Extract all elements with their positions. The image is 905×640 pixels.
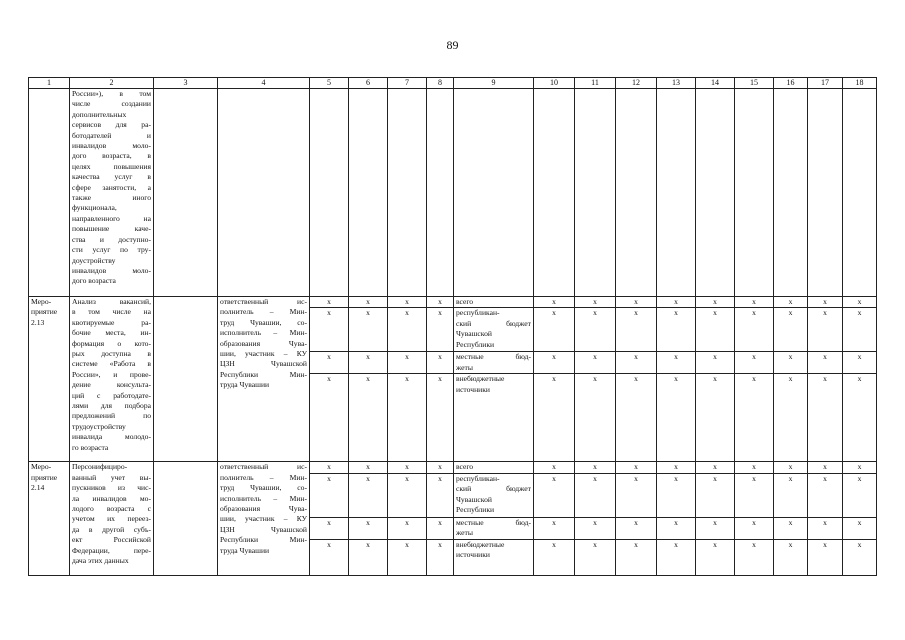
x-cell: x — [616, 473, 657, 517]
x-cell: x — [388, 539, 427, 575]
x-cell: x — [349, 297, 388, 308]
x-cell: x — [310, 462, 349, 473]
column-header: 8 — [427, 78, 454, 89]
x-cell: x — [735, 462, 774, 473]
x-cell: x — [735, 517, 774, 539]
x-cell: x — [575, 462, 616, 473]
text-line: учетом их переез- — [72, 514, 151, 524]
text-line: функционала, — [72, 203, 117, 213]
text-line: шии, участник – КУ — [220, 349, 307, 359]
text-line: труд Чувашии, со- — [220, 317, 307, 327]
text-line: также иного — [72, 193, 151, 203]
text-line: дение консульта- — [72, 380, 151, 390]
x-cell: x — [534, 352, 575, 374]
responsible-executor — [218, 462, 310, 575]
x-cell: x — [534, 539, 575, 575]
table-cell — [696, 89, 735, 297]
x-cell: x — [735, 539, 774, 575]
table-row — [29, 297, 877, 308]
x-cell: x — [774, 297, 808, 308]
x-cell: x — [616, 517, 657, 539]
text-line: внебюджетные — [456, 374, 505, 384]
x-cell: x — [575, 352, 616, 374]
text-line: инвалида молодо- — [72, 432, 151, 442]
text-line: Республики — [456, 505, 495, 515]
x-cell: x — [310, 308, 349, 352]
column-header: 6 — [349, 78, 388, 89]
x-cell: x — [735, 308, 774, 352]
x-cell: x — [310, 517, 349, 539]
x-cell: x — [310, 539, 349, 575]
x-cell: x — [349, 352, 388, 374]
funding-source — [454, 308, 534, 352]
text-line: качества услуг в — [72, 172, 151, 182]
x-cell: x — [575, 517, 616, 539]
text-line: да в другой субъ- — [72, 524, 151, 534]
x-cell: x — [349, 374, 388, 462]
x-cell: x — [808, 517, 843, 539]
x-cell: x — [696, 473, 735, 517]
x-cell: x — [657, 297, 696, 308]
x-cell: x — [843, 473, 877, 517]
x-cell: x — [774, 473, 808, 517]
text-line: квотируемые ра- — [72, 317, 151, 327]
text-line: ский бюджет — [456, 318, 531, 328]
x-cell: x — [427, 297, 454, 308]
text-line: дополнительных — [72, 109, 127, 119]
text-line: направленного на — [72, 213, 151, 223]
x-cell: x — [735, 297, 774, 308]
table-cell — [735, 89, 774, 297]
funding-source — [454, 539, 534, 575]
text-line: Персонифициро- — [72, 462, 128, 472]
x-cell: x — [427, 374, 454, 462]
column-header: 14 — [696, 78, 735, 89]
x-cell: x — [310, 297, 349, 308]
x-cell: x — [575, 539, 616, 575]
column-header: 18 — [843, 78, 877, 89]
text-line: Федерации, пере- — [72, 545, 151, 555]
funding-source — [454, 374, 534, 462]
x-cell: x — [310, 473, 349, 517]
x-cell: x — [696, 517, 735, 539]
x-cell: x — [843, 517, 877, 539]
x-cell: x — [696, 539, 735, 575]
text-line: системе «Работа в — [72, 359, 151, 369]
x-cell: x — [843, 308, 877, 352]
x-cell: x — [774, 517, 808, 539]
x-cell: x — [808, 374, 843, 462]
text-line: Меро- — [31, 462, 52, 472]
x-cell: x — [808, 297, 843, 308]
x-cell: x — [575, 473, 616, 517]
x-cell: x — [310, 352, 349, 374]
responsible-executor — [218, 297, 310, 462]
x-cell: x — [349, 473, 388, 517]
text-line: всего — [456, 462, 474, 472]
x-cell: x — [427, 352, 454, 374]
column-header: 1 — [29, 78, 70, 89]
text-line: целях повышения — [72, 161, 151, 171]
event-description — [70, 462, 154, 575]
text-line: приятие — [31, 472, 58, 482]
text-line: го возраста — [72, 442, 109, 452]
x-cell: x — [575, 308, 616, 352]
x-cell: x — [427, 539, 454, 575]
text-line: предложений по — [72, 411, 151, 421]
text-line: 2.14 — [31, 483, 45, 493]
table-cell — [774, 89, 808, 297]
x-cell: x — [735, 473, 774, 517]
text-line: труда Чувашии — [220, 545, 270, 555]
x-cell: x — [427, 517, 454, 539]
x-cell: x — [843, 462, 877, 473]
text-line: числе создании — [72, 99, 151, 109]
program-table — [28, 77, 877, 576]
event-description — [70, 297, 154, 462]
x-cell: x — [808, 462, 843, 473]
text-line: России», и прове- — [72, 369, 151, 379]
x-cell: x — [534, 297, 575, 308]
table-cell — [70, 89, 154, 297]
text-line: дого возраста, в — [72, 151, 151, 161]
text-line: ЦЗН Чувашской — [220, 524, 307, 534]
x-cell: x — [808, 539, 843, 575]
text-line: сфере занятости, а — [72, 182, 151, 192]
x-cell: x — [774, 374, 808, 462]
x-cell: x — [735, 352, 774, 374]
x-cell: x — [657, 473, 696, 517]
x-cell: x — [388, 462, 427, 473]
x-cell: x — [427, 308, 454, 352]
text-line: ла инвалидов мо- — [72, 493, 151, 503]
text-line: ЦЗН Чувашской — [220, 359, 307, 369]
column-header: 15 — [735, 78, 774, 89]
x-cell: x — [657, 374, 696, 462]
table-cell — [534, 89, 575, 297]
text-line: Меро- — [31, 297, 52, 306]
table-cell — [154, 462, 218, 575]
table-cell — [29, 89, 70, 297]
x-cell: x — [808, 352, 843, 374]
x-cell: x — [616, 539, 657, 575]
text-line: Анализ вакансий, — [72, 297, 151, 306]
table-cell — [575, 89, 616, 297]
text-line: республикан- — [456, 473, 500, 483]
text-line: шии, участник – КУ — [220, 514, 307, 524]
text-line: всего — [456, 297, 474, 306]
x-cell: x — [774, 462, 808, 473]
table-cell — [454, 89, 534, 297]
text-line: ский бюджет — [456, 484, 531, 494]
x-cell: x — [735, 374, 774, 462]
table-cell — [843, 89, 877, 297]
x-cell: x — [427, 462, 454, 473]
text-line: жеты — [456, 362, 473, 372]
text-line: лодого возраста с — [72, 504, 151, 514]
column-header: 10 — [534, 78, 575, 89]
x-cell: x — [774, 308, 808, 352]
x-cell: x — [696, 462, 735, 473]
x-cell: x — [388, 308, 427, 352]
text-line: 2.13 — [31, 317, 45, 327]
table-cell — [427, 89, 454, 297]
x-cell: x — [808, 473, 843, 517]
text-line: образования Чува- — [220, 338, 307, 348]
text-line: сервисов для ра- — [72, 120, 151, 130]
text-line: бочие места, ин- — [72, 328, 151, 338]
text-line: инвалидов моло- — [72, 141, 151, 151]
x-cell: x — [843, 374, 877, 462]
text-line: республикан- — [456, 308, 500, 318]
text-line: дого возраста — [72, 276, 116, 286]
x-cell: x — [808, 308, 843, 352]
column-header: 17 — [808, 78, 843, 89]
x-cell: x — [310, 374, 349, 462]
text-line: дача этих данных — [72, 556, 129, 566]
table-cell — [154, 89, 218, 297]
x-cell: x — [774, 352, 808, 374]
x-cell: x — [534, 308, 575, 352]
text-line: ванный учет вы- — [72, 472, 151, 482]
x-cell: x — [534, 374, 575, 462]
column-header: 7 — [388, 78, 427, 89]
text-line: Чувашской — [456, 494, 492, 504]
x-cell: x — [349, 462, 388, 473]
x-cell: x — [534, 473, 575, 517]
table-cell — [310, 89, 349, 297]
event-id — [29, 462, 70, 575]
text-line: рых доступна в — [72, 349, 151, 359]
x-cell: x — [657, 539, 696, 575]
text-line: ответственный ис- — [220, 462, 307, 472]
table-cell — [657, 89, 696, 297]
x-cell: x — [843, 297, 877, 308]
x-cell: x — [696, 308, 735, 352]
x-cell: x — [616, 374, 657, 462]
column-header: 16 — [774, 78, 808, 89]
table-cell — [154, 297, 218, 462]
text-line: пускников из чис- — [72, 483, 151, 493]
header-row — [29, 78, 877, 89]
text-line: в том числе на — [72, 307, 151, 317]
x-cell: x — [774, 539, 808, 575]
table-cell — [218, 89, 310, 297]
text-line: исполнитель – Мин- — [220, 328, 307, 338]
text-line: Чувашской — [456, 329, 492, 339]
text-line: повышение каче- — [72, 224, 151, 234]
text-line: источники — [456, 384, 490, 394]
x-cell: x — [657, 517, 696, 539]
text-line: жеты — [456, 528, 473, 538]
x-cell: x — [534, 517, 575, 539]
text-line: приятие — [31, 307, 58, 317]
x-cell: x — [534, 462, 575, 473]
x-cell: x — [388, 374, 427, 462]
table-row — [29, 462, 877, 473]
funding-source — [454, 462, 534, 473]
x-cell: x — [696, 374, 735, 462]
text-line: образования Чува- — [220, 504, 307, 514]
x-cell: x — [388, 352, 427, 374]
text-line: Республики — [456, 339, 495, 349]
event-id — [29, 297, 70, 462]
x-cell: x — [616, 462, 657, 473]
text-line: труда Чувашии — [220, 380, 270, 390]
column-header: 2 — [70, 78, 154, 89]
x-cell: x — [657, 352, 696, 374]
x-cell: x — [657, 462, 696, 473]
x-cell: x — [843, 352, 877, 374]
x-cell: x — [616, 297, 657, 308]
x-cell: x — [696, 297, 735, 308]
text-line: России»), в том — [72, 89, 151, 98]
x-cell: x — [349, 308, 388, 352]
text-line: ект Российской — [72, 535, 151, 545]
x-cell: x — [388, 473, 427, 517]
x-cell: x — [575, 297, 616, 308]
table-cell — [616, 89, 657, 297]
text-line: полнитель – Мин- — [220, 307, 307, 317]
x-cell: x — [616, 308, 657, 352]
column-header: 4 — [218, 78, 310, 89]
text-line: лями для подбора — [72, 401, 151, 411]
x-cell: x — [427, 473, 454, 517]
text-line: ответственный ис- — [220, 297, 307, 306]
text-line: труд Чувашии, со- — [220, 483, 307, 493]
page-number: 89 — [446, 38, 459, 52]
x-cell: x — [349, 539, 388, 575]
text-line: сти услуг по тру- — [72, 245, 151, 255]
x-cell: x — [388, 517, 427, 539]
text-line: местные бюд- — [456, 352, 531, 362]
text-line: исполнитель – Мин- — [220, 493, 307, 503]
text-line: полнитель – Мин- — [220, 472, 307, 482]
text-line: трудоустройству — [72, 421, 126, 431]
x-cell: x — [388, 297, 427, 308]
text-line: внебюджетные — [456, 539, 505, 549]
text-line: ций с работодате- — [72, 390, 151, 400]
column-header: 13 — [657, 78, 696, 89]
funding-source — [454, 297, 534, 308]
column-header: 12 — [616, 78, 657, 89]
table-cell — [388, 89, 427, 297]
table-cell — [808, 89, 843, 297]
x-cell: x — [696, 352, 735, 374]
table-cell — [349, 89, 388, 297]
text-line: местные бюд- — [456, 517, 531, 527]
x-cell: x — [657, 308, 696, 352]
text-line: ботодателей и — [72, 130, 151, 140]
text-line: Республики Мин- — [220, 369, 307, 379]
column-header: 3 — [154, 78, 218, 89]
text-line: формация о кото- — [72, 338, 151, 348]
table-row — [29, 89, 877, 297]
text-line: ства и доступно- — [72, 234, 151, 244]
column-header: 11 — [575, 78, 616, 89]
text-line: доустройству — [72, 255, 116, 265]
funding-source — [454, 517, 534, 539]
text-line: источники — [456, 550, 490, 560]
funding-source — [454, 352, 534, 374]
x-cell: x — [349, 517, 388, 539]
column-header: 9 — [454, 78, 534, 89]
text-line: Республики Мин- — [220, 535, 307, 545]
text-line: инвалидов моло- — [72, 265, 151, 275]
x-cell: x — [843, 539, 877, 575]
x-cell: x — [616, 352, 657, 374]
funding-source — [454, 473, 534, 517]
column-header: 5 — [310, 78, 349, 89]
x-cell: x — [575, 374, 616, 462]
